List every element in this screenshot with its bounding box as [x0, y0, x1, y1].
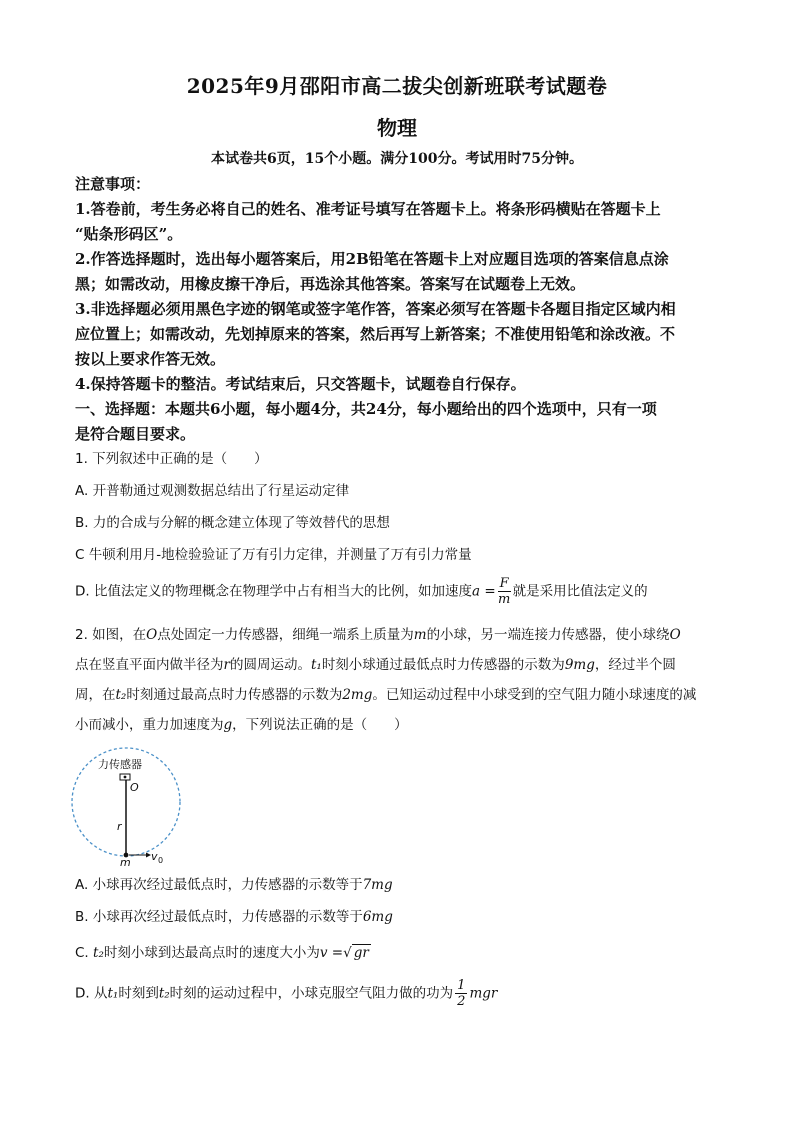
q2-b-value: 6mg [362, 909, 393, 925]
q2-c-symbol: t₂ [93, 945, 104, 961]
q2-text: 的小球，另一端连接力传感器，使小球绕 [426, 627, 670, 643]
q1-d-text: D. 比值法定义的物理概念在物理学中占有相当大的比例，如加速度 [75, 583, 472, 600]
q2-symbol-o: O [669, 627, 681, 643]
q2-text: 2. 如图，在 [75, 627, 147, 643]
q2-c-text: 时刻小球到达最高点时的速度大小为 [103, 945, 320, 961]
section-heading-line2: 是符合题目要求。 [75, 425, 196, 443]
q1-option-c: C 牛顿利用月-地检验验证了万有引力定律，并测量了万有引力常量 [75, 547, 472, 563]
label-o: O [130, 781, 139, 794]
notice-line: 1.答卷前，考生务必将自己的姓名、准考证号填写在答题卡上。将条形码横贴在答题卡上 [75, 200, 661, 218]
fraction-denominator: m [497, 592, 511, 607]
notice-line: “贴条形码区”。 [75, 225, 183, 243]
q2-symbol-t2: t₂ [115, 687, 127, 703]
q2-text: 的圆周运动。 [229, 657, 311, 673]
label-v-subscript: 0 [158, 856, 164, 865]
subject-title: 物理 [377, 116, 417, 140]
notice-line: 4.保持答题卡的整洁。考试结束后，只交答题卡，试题卷自行保存。 [75, 375, 526, 393]
notice-section [75, 172, 725, 447]
q1-d-eq: a = [471, 583, 496, 600]
notice-line: 应位置上；如需改动，先划掉原来的答案，然后再写上新答案；不准使用铅笔和涂改液。不 [75, 325, 676, 343]
notice-line: 2.作答选择题时，选出每小题答案后，用2B铅笔在答题卡上对应题目选项的答案信息点涂 [75, 250, 669, 268]
q2-symbol-r: r [223, 657, 230, 673]
q2-text: 点处固定一力传感器，细绳一端系上质量为 [157, 627, 414, 643]
section-heading-line1: 一、选择题：本题共6小题，每小题4分，共24分，每小题给出的四个选项中，只有一项 [75, 400, 657, 418]
fraction-numerator: F [499, 576, 509, 591]
q2-text: 周，在 [75, 687, 116, 703]
q2-text: ，经过半个圆 [594, 657, 676, 673]
q1-stem: 1. 下列叙述中正确的是（ ） [75, 451, 268, 467]
q1-option-d [75, 576, 725, 607]
q2-d-symbol: t₁ [107, 985, 119, 1002]
q2-text: ，下列说法正确的是（ ） [232, 717, 408, 733]
q2-c-eq: v = [319, 945, 344, 961]
exam-info: 本试卷共6页，15个小题。满分100分。考试用时75分钟。 [211, 151, 583, 167]
circular-motion-diagram [68, 742, 188, 868]
notice-line: 黑；如需改动，用橡皮擦干净后，再选涂其他答案。答案写在试题卷上无效。 [75, 275, 586, 293]
q2-text: 时刻通过最高点时力传感器的示数为 [126, 687, 343, 703]
q2-d-text: 时刻的运动过程中，小球克服空气阻力做的功为 [169, 985, 454, 1002]
q2-b-text: B. 小球再次经过最低点时，力传感器的示数等于 [75, 909, 363, 925]
q1-option-a: A. 开普勒通过观测数据总结出了行星运动定律 [75, 483, 350, 499]
q2-symbol-g: g [223, 717, 233, 733]
q2-d-text: D. 从 [75, 985, 108, 1002]
q2-d-text: 时刻到 [118, 985, 159, 1002]
q2-stem [75, 620, 725, 740]
q2-c-letter: C. [75, 945, 94, 961]
q1-d-text-end: 就是采用比值法定义的 [512, 583, 648, 600]
q2-value-2mg: 2mg [342, 687, 373, 703]
q1-option-b: B. 力的合成与分解的概念建立体现了等效替代的思想 [75, 515, 390, 531]
sensor-label: 力传感器 [98, 758, 142, 771]
q2-d-value: mgr [469, 985, 498, 1002]
q2-stem-line [75, 650, 725, 680]
q2-stem-line [75, 680, 725, 710]
fraction-numerator: 1 [457, 978, 466, 993]
q2-option-d [75, 978, 725, 1009]
q2-symbol-t1: t₁ [310, 657, 322, 673]
q2-text: 小而减小，重力加速度为 [75, 717, 224, 733]
label-m: m [120, 856, 131, 868]
q2-symbol-o: O [146, 627, 158, 643]
q1-d-fraction [498, 576, 511, 607]
q2-option-a [75, 873, 725, 893]
q2-symbol-m: m [413, 627, 427, 643]
q2-a-text: A. 小球再次经过最低点时，力传感器的示数等于 [75, 877, 363, 893]
q2-option-b [75, 905, 725, 925]
exam-title: 2025年9月邵阳市高二拔尖创新班联考试题卷 [186, 74, 608, 98]
label-r: r [117, 820, 122, 833]
q2-stem-line [75, 710, 725, 740]
q2-d-fraction [455, 978, 467, 1009]
q2-d-symbol: t₂ [158, 985, 170, 1002]
q2-option-c [75, 941, 725, 961]
q2-text: 时刻小球通过最低点时力传感器的示数为 [321, 657, 565, 673]
q2-value-9mg: 9mg [564, 657, 595, 673]
q2-text: 。已知运动过程中小球受到的空气阻力随小球速度的减 [372, 687, 697, 703]
sqrt-sign: √ [343, 945, 352, 961]
notice-line: 3.非选择题必须用黑色字迹的钢笔或签字笔作答，答案必须写在答题卡各题目指定区域内相 [75, 300, 676, 318]
q2-stem-line [75, 620, 725, 650]
label-v: v [151, 850, 158, 863]
fraction-denominator: 2 [457, 994, 466, 1009]
q2-a-value: 7mg [362, 877, 393, 893]
notice-line: 按以上要求作答无效。 [75, 350, 226, 368]
q2-c-radicand: gr [353, 945, 369, 961]
q2-text: 点在竖直平面内做半径为 [75, 657, 224, 673]
notice-heading: 注意事项： [75, 175, 151, 193]
pivot-point [124, 776, 127, 779]
